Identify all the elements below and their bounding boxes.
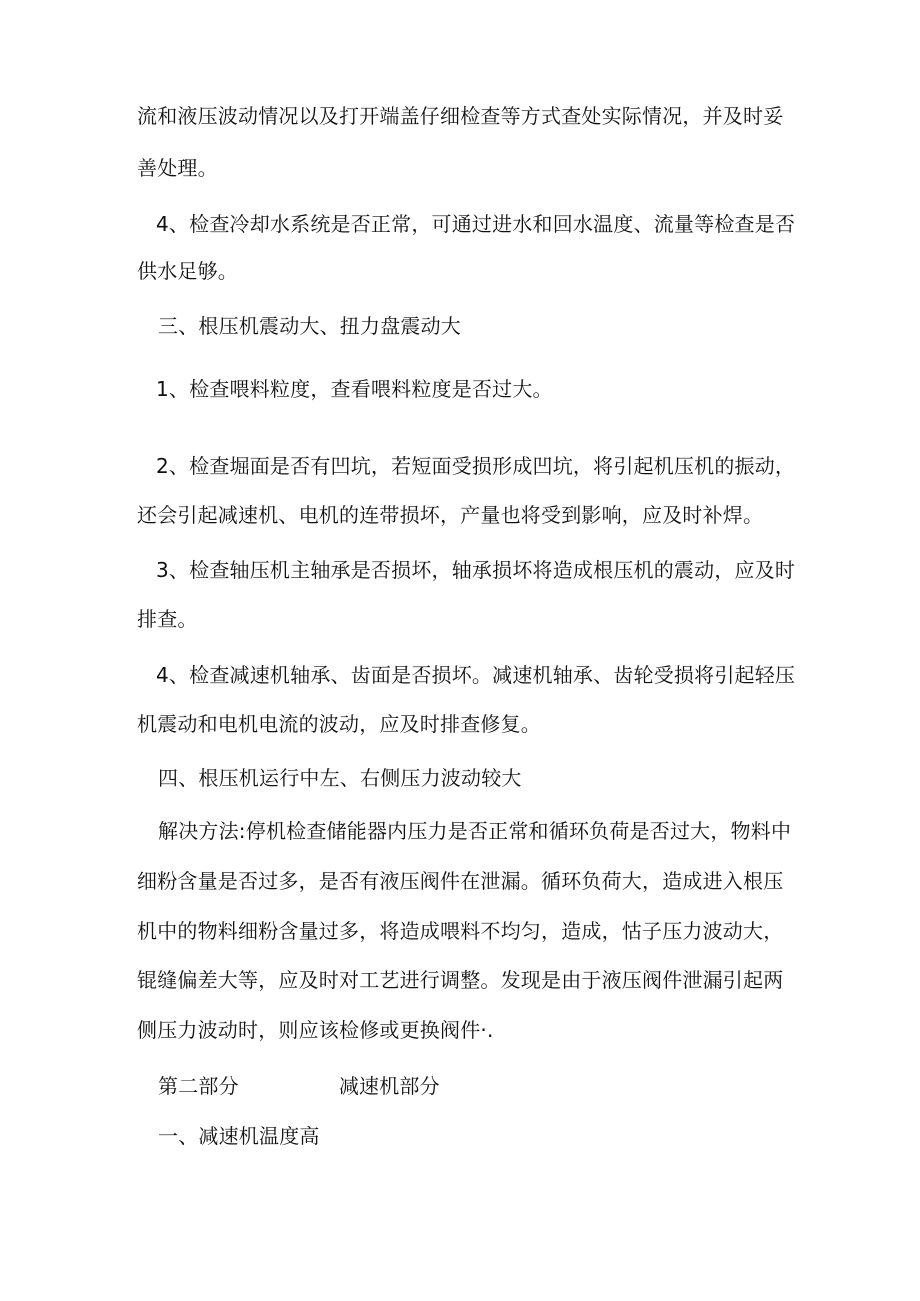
paragraph-line: 流和液压波动情况以及打开端盖仔细检查等方式查处实际情况，并及时妥: [137, 104, 784, 128]
section-heading: 一、减速机温度高: [158, 1124, 320, 1148]
paragraph-line: 还会引起减速机、电机的连带损坏，产量也将受到影响，应及时补焊。: [137, 503, 764, 527]
paragraph-line: 机震动和电机电流的波动，应及时排查修复。: [137, 712, 541, 736]
paragraph-line: 锟缝偏差大等，应及时对工艺进行调整。发现是由于液压阀件泄漏引起两: [137, 968, 784, 992]
part-heading: [158, 1073, 440, 1099]
list-item-line: 1、检查喂料粒度，查看喂料粒度是否过大。: [156, 377, 553, 401]
list-item-line: 4、检查冷却水系统是否正常，可通过进水和回水温度、流量等检查是否: [156, 212, 796, 236]
list-item-line: 2、检查堀面是否有凹坑，若短面受损形成凹坑，将引起机压机的振动，: [156, 454, 796, 478]
paragraph-line: 解决方法:停机检查储能器内压力是否正常和循环负荷是否过大，物料中: [158, 819, 792, 843]
section-heading: 四、根压机运行中左、右侧压力波动较大: [158, 766, 522, 790]
paragraph-line: 细粉含量是否过多，是否有液压阀件在泄漏。循环负荷大，造成进入根压: [137, 869, 784, 893]
section-heading: 三、根压机震动大、扭力盘震动大: [158, 314, 461, 338]
part-title: 减速机部分: [338, 1074, 440, 1098]
paragraph-line: 供水足够。: [137, 259, 238, 283]
list-item-line: 3、检查轴压机主轴承是否损坏，轴承损坏将造成根压机的震动，应及时: [156, 558, 796, 582]
part-label: 第二部分: [158, 1074, 239, 1098]
paragraph-line: 排查。: [137, 607, 198, 631]
paragraph-line: 机中的物料细粉含量过多，将造成喂料不均匀，造成，怙子压力波动大，: [137, 919, 784, 943]
paragraph-line: 侧压力波动时，则应该检修或更换阀件·.: [137, 1018, 494, 1042]
list-item-line: 4、检查减速机轴承、齿面是否损坏。减速机轴承、齿轮受损将引起轻压: [156, 663, 796, 687]
paragraph-line: 善处理。: [137, 156, 218, 180]
